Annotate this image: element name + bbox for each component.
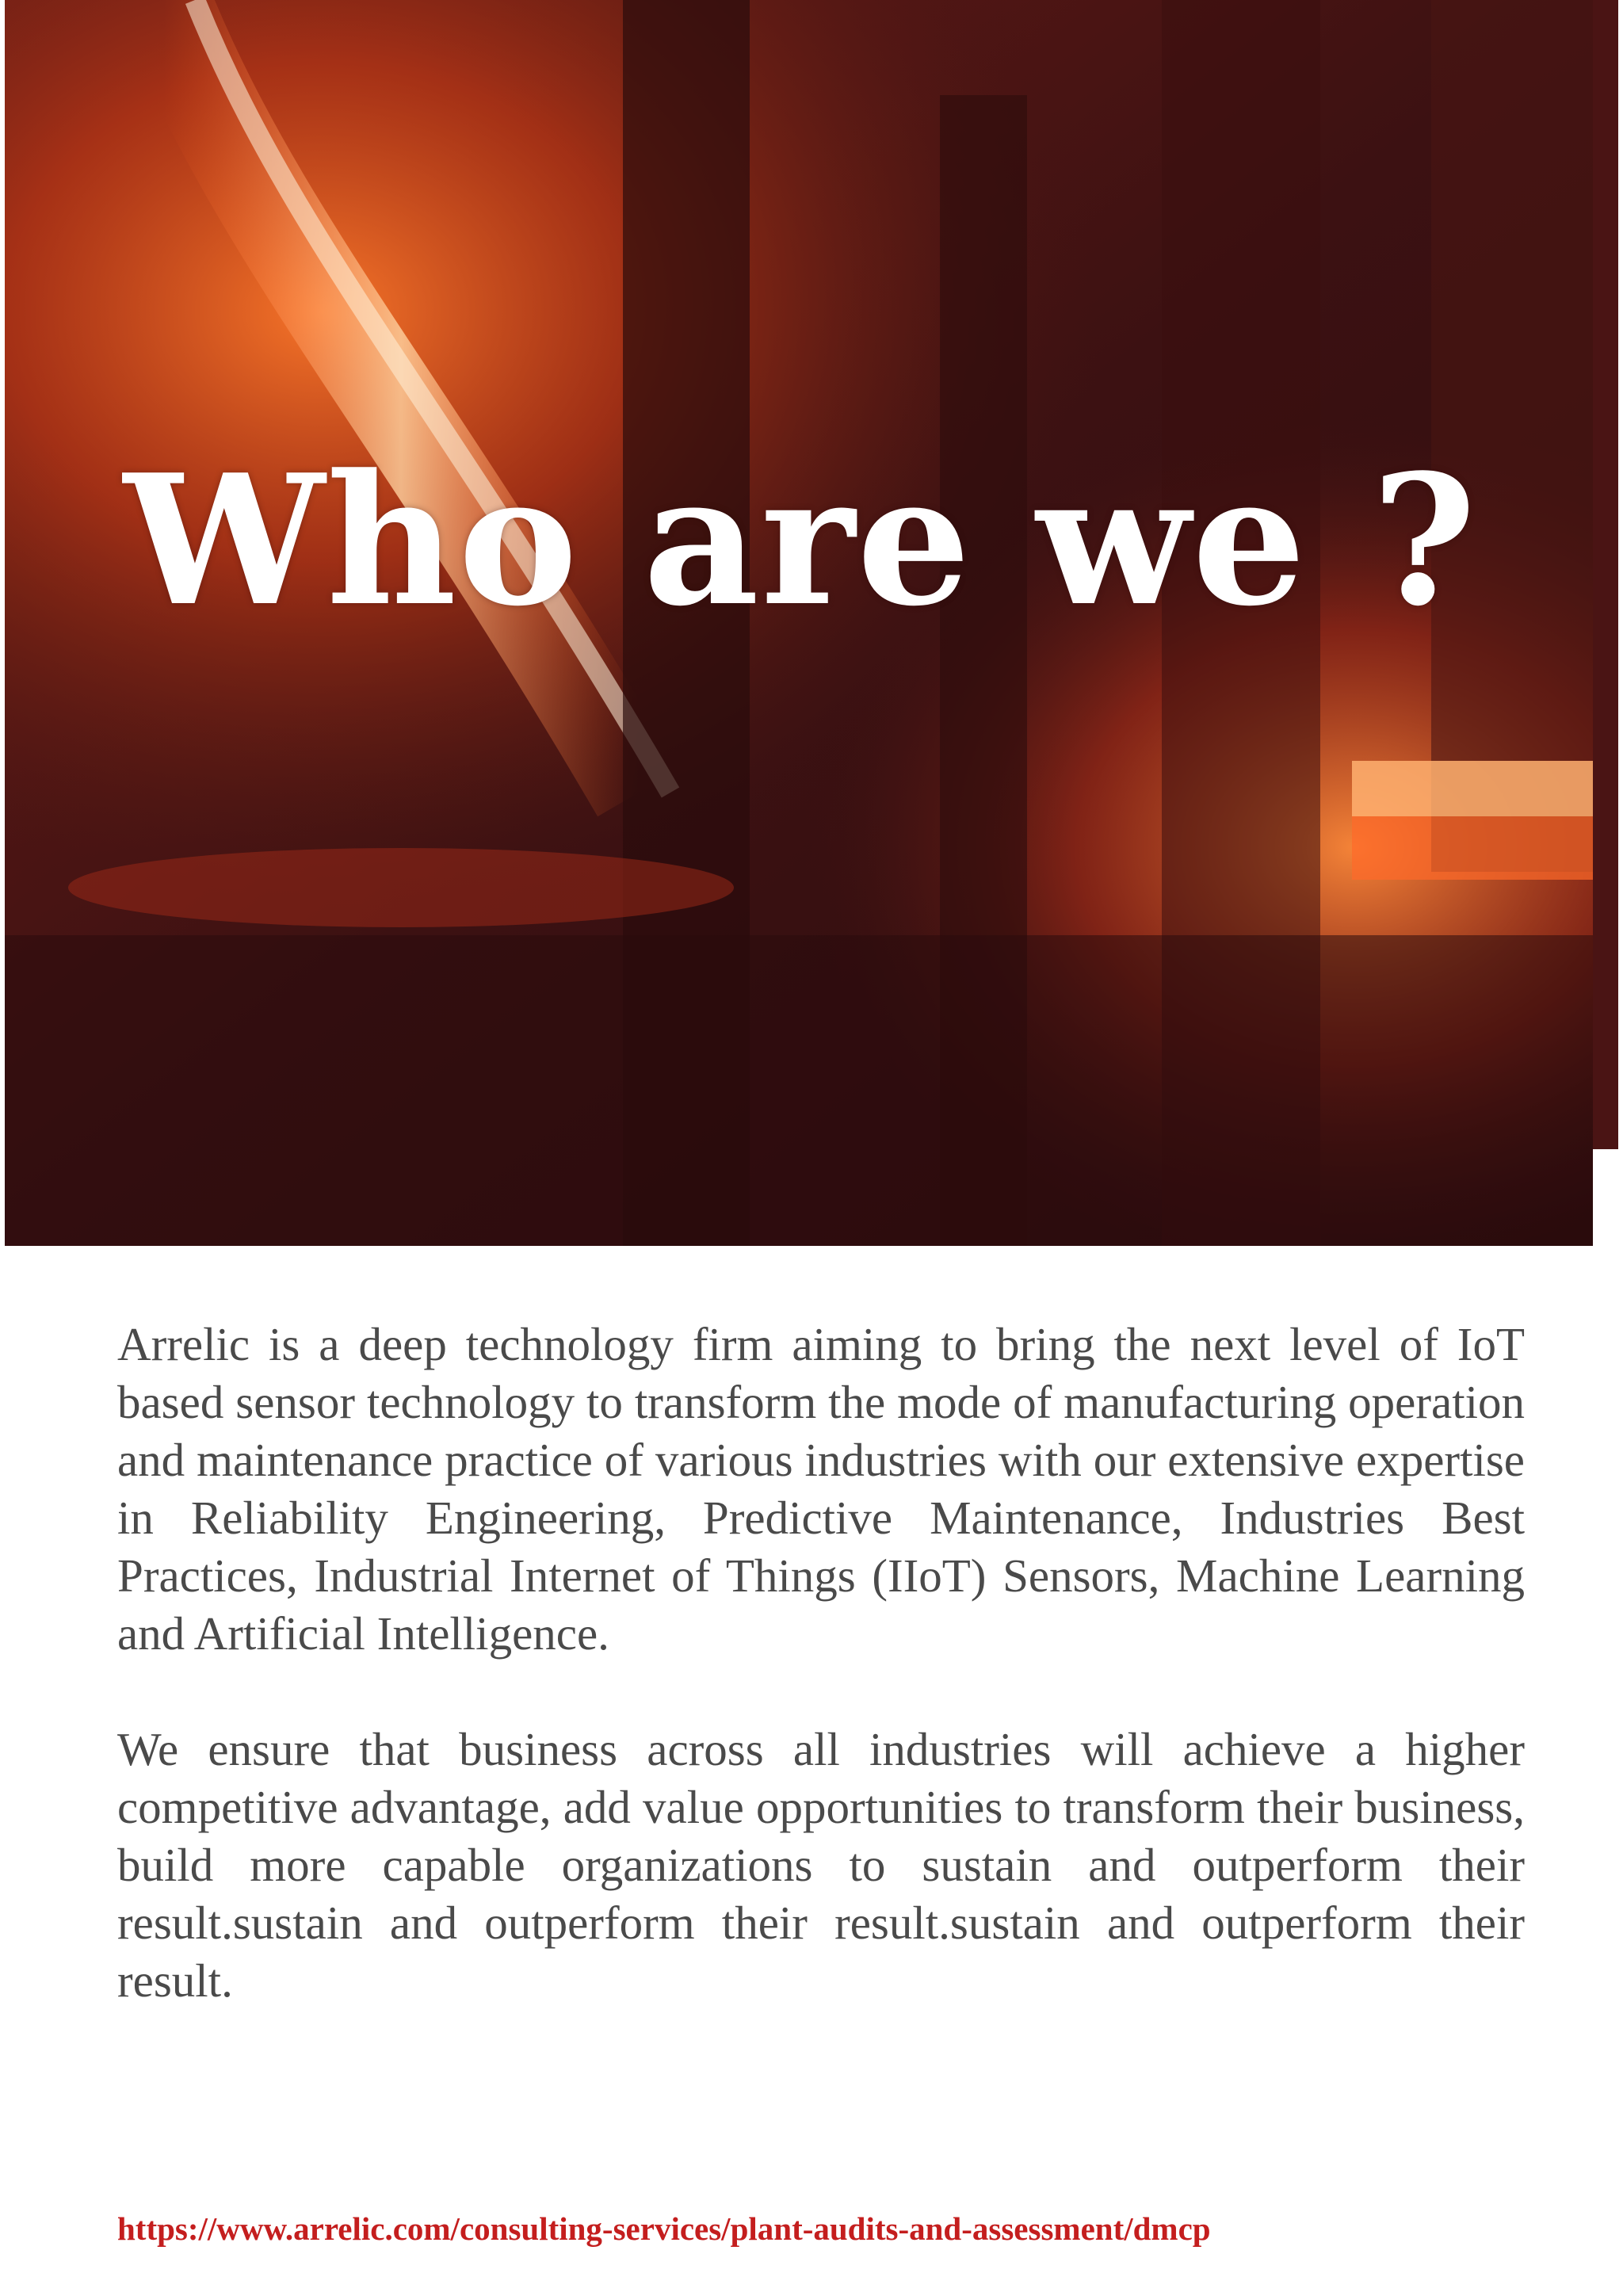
website-link[interactable]: https://www.arrelic.com/consulting-services/plant-audits-and-assessment/dmcp [117,2210,1211,2247]
hero-edge [1593,0,1618,1149]
hero-banner [5,0,1593,1246]
page-title: Who are we ? [124,436,1478,646]
body-text [117,1316,1525,2010]
value-paragraph: We ensure that business across all industries will achieve a higher competitive advantage, add value opportunities to transform their business, build more capable organizations to sustain and outperform their result.sustain and outperform their result.sustain and outperform their result. [117,1723,1525,2007]
intro-paragraph: Arrelic is a deep technology firm aiming to bring the next level of IoT based sensor technology to transform the mode of manufacturing operation and maintenance practice of various industries with our extensive expertise in Reliability Engineering, Predictive Maintenance, Industries Best Practices, Industrial Internet of Things (IIoT) Sensors, Machine Learning and Artificial Intelligence. [117,1318,1525,1660]
